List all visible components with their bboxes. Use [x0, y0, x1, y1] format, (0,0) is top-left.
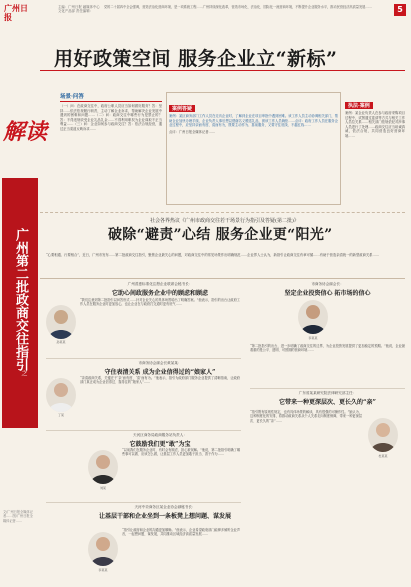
interview-kicker: 天河中央商务区某企业协会副秘书长：: [134, 505, 196, 509]
vertical-banner-title: 广州第二批政商交往指引: [13, 228, 28, 371]
person-icon: [46, 378, 76, 412]
case-section-footer: 点评：广州日报全媒体记者……: [169, 129, 216, 134]
page-number: 5: [394, 4, 406, 16]
avatar-name: 李某某: [98, 568, 108, 572]
vertical-banner-sub: 之: [20, 370, 27, 376]
person-icon: [88, 450, 118, 484]
interview-title: 它鼓励我们更“敢”为宝: [129, 441, 191, 448]
interview-kicker: 市商务协会副会长：: [311, 282, 344, 286]
interview-title: 让基层干部和企业坐到一条板凳上想问题、谋发展: [98, 513, 231, 520]
interview-kicker: 广州普惠标准化注册企业联席会秘书长：: [127, 282, 193, 286]
interview-kicker: 广东省某某研究院法律研究部主任：: [298, 391, 357, 395]
interview-text: “指引让政府和企业的沟通更加顺畅。”他表示，企业希望政府部门能够多倾听企业声音，一起想问题、谋发展，共同推动区域经济高质量发展……: [122, 528, 241, 537]
interview-text: “指引既有原则性规定，也有具体场景的解读，具有很强的可操作性。”她认为，这种制度化的安排，将推动政商关系从个人关系走向制度保障，带来一种更深层次、更长久的“亲”……: [250, 410, 362, 423]
interview-2-header: [250, 282, 405, 300]
case-section-text: 案例：某区商务部门工作人员在走访企业时，了解到企业在项目审批中遇到困难。该工作人员主动协调相关部门，帮助企业加快办理手续，企业负责人事后想以感谢名义赠送礼品，被该工作人员婉拒……点评：政府工作人员在服务企业过程中，应坚持亲而有度、清而有为，既要主动作为、靠前服务，又要守住底线、不越红线……: [169, 114, 338, 127]
avatar-name: 孙某某: [56, 340, 66, 344]
left-credit: 文/广州日报全媒体记者……图/广州日报全媒体记者……: [3, 510, 33, 523]
section2-summary: “心要相通、行要相合”，近日，广州市发布……第二批政商交往指引，聚焦企业最关心的问题，对政商交往中的常见场景作出明确规范……企业界人士认为，新指引让政商交往有章可循……有助于营造亲清统一的新型政商关系……: [46, 253, 380, 257]
column-rule: [46, 430, 241, 431]
avatar: [46, 378, 76, 412]
interview-text: “以前我们在服务企业时，有时会有顾虑，担心被误解。”他说，第二批指引明确了哪些事可以做、应该怎么做，让基层工作人员更加敢于担当、善于作为……: [122, 448, 241, 457]
avatar-name: 李某某: [308, 336, 318, 340]
qa-section-text: （一）问：在政商交往中，政府公职人员应当如何做好服务？答：坚持……依法依规履行职责，主动了解企业诉求，帮助解决企业发展中遇到的困难和问题……（二）问：政商交往中哪些行为是禁止的？答：不得违规收受企业礼品礼金……不得利用职权为企业谋取不正当利益……（三）问：企业如何参与政商交往？答：依法合规经营，通过正当渠道反映诉求……: [60, 104, 162, 131]
issue-info: 主编：广州日报 融媒体中心 文化产品部 责任编辑：: [58, 5, 100, 14]
qa-section-title: 场景·问答: [60, 92, 162, 102]
masthead-logo: [4, 4, 34, 26]
section-divider: [40, 212, 405, 213]
avatar: [88, 450, 118, 484]
interview-kicker: 市商务协会副会长黄某某：: [138, 361, 182, 365]
avatar: [368, 418, 398, 452]
person-icon: [368, 418, 398, 452]
avatar: [298, 300, 328, 334]
interview-4-header: [250, 391, 405, 409]
intro-paragraph: 党的二十届四中全会强调，营造法治化营商环境，是一项系统工程……广州持续深化改革，营造市场化、法治化、国际化一流营商环境，不断提升企业服务水平，推动民营经济高质量发展……: [104, 5, 372, 9]
section2-kicker: 社会各界热议《广州市政商交往若干场景行为指引及答疑(第二批)》: [150, 218, 299, 224]
avatar-name: 刘某: [99, 486, 106, 490]
interview-title: 坚定企业投资信心 拓市场的信心: [284, 290, 371, 297]
interview-title: 它助心间政服务企业中的顾虑和顾虑: [111, 290, 208, 297]
main-headline: 用好政策空间 服务企业立“新标”: [54, 48, 338, 70]
interview-text: “第二批指引的出台，进一步明确了政商交往的边界，为企业投资发展提供了更加稳定的预期。”他说，企业最看重的是公平、透明、可预期的营商环境……: [250, 344, 405, 353]
column-rule: [46, 358, 241, 359]
summary-rule: [40, 278, 405, 279]
column-rule: [250, 388, 405, 389]
interview-kicker: 天河区商务局政商服务站负责人：: [133, 433, 187, 437]
person-icon: [46, 305, 76, 339]
enforcement-section: [345, 92, 405, 205]
interview-6-header: [80, 505, 250, 523]
interview-text: “亲清政商关系，关键在于‘亲’而有度、‘清’而有为。”他表示，指引为政府部门服务企业提供了清晰指南，让政府部门真正成为企业信得过、靠得住的“娘家人”……: [80, 376, 240, 385]
interview-title: 守住表清关系 成为企业信得过的“娘家人”: [104, 369, 216, 376]
enforcement-section-text: 案例：某企业负责人在参与政府采购项目过程中，试图通过宴请等方式与相关工作人员拉关系……相关部门依规依纪对涉事人员进行了处理……政商交往应当坦诚真诚，依法合规，共同营造良好营商环境……: [345, 111, 405, 138]
person-icon: [88, 532, 118, 566]
interview-text: “我们注意到第二批指引以问答形式……针对企业关心的具体场景给出了明确答案。”他表示，指引的出台让政府工作人员在服务企业时更加放心，也让企业在与政府打交道时更有底气……: [80, 298, 240, 307]
column-rule: [46, 502, 241, 503]
avatar: [88, 532, 118, 566]
person-icon: [298, 300, 328, 334]
interview-title: 它带来一种更深层次、更长久的“亲”: [279, 399, 376, 406]
section2-headline: 破除“避责”心结 服务企业更“阳光”: [108, 227, 333, 243]
avatar-name: 杜某某: [378, 454, 388, 458]
avatar-name: 丁某: [57, 413, 64, 417]
qa-section: [60, 92, 162, 200]
case-section: [166, 92, 341, 205]
headline-rule: [40, 70, 405, 71]
case-section-title: 案例答疑: [169, 105, 195, 112]
avatar: [46, 305, 76, 339]
enforcement-section-title: 执法·案例: [345, 102, 373, 109]
logo-text: 广州日报: [4, 3, 28, 22]
jie-du-label: 解读: [2, 119, 47, 145]
